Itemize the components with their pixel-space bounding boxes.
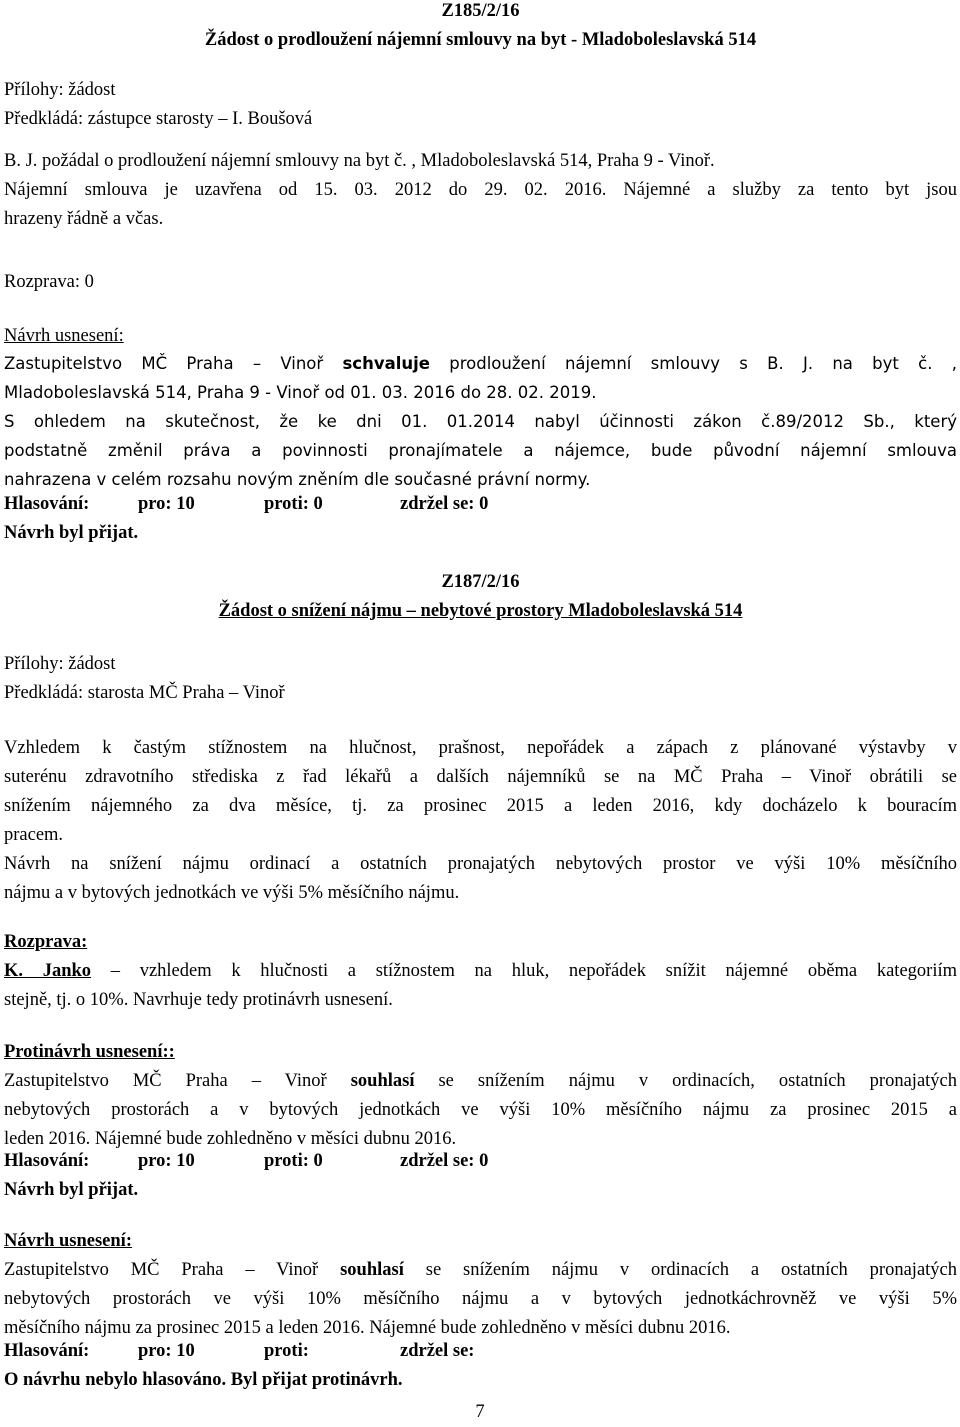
- counter-heading: Protinávrh usnesení::: [4, 1042, 175, 1062]
- counter-line: leden 2016. Nájemné bude zohledněno v měsíci dubnu 2016.: [4, 1129, 457, 1149]
- counter-verb: souhlasí: [350, 1071, 415, 1091]
- vote-label: Hlasování:: [4, 494, 90, 514]
- section1-attachments: Přílohy: žádost: [4, 80, 116, 100]
- section1-presenter: Předkládá: zástupce starosty – I. Boušová: [4, 109, 313, 129]
- section2-body: [4, 734, 957, 908]
- proposal-heading: Návrh usnesení:: [4, 1231, 132, 1251]
- proposal-line: měsíčního nájmu za prosinec 2015 a leden 2016. Nájemné bude zohledněno v měsíci dubnu 2016.: [4, 1318, 731, 1338]
- section2-body-line: Vzhledem k častým stížnostem na hlučnost, prašnost, nepořádek a zápach z plánované výstavby v: [4, 738, 957, 758]
- vote-abstain: zdržel se:: [400, 1341, 475, 1361]
- section1-body-line: B. J. požádal o prodloužení nájemní smlouvy na byt č. , Mladoboleslavská 514, Praha 9 - Vinoř.: [4, 151, 715, 171]
- proposal-text: Zastupitelstvo MČ Praha – Vinoř: [4, 1260, 341, 1280]
- resolution-text: Zastupitelstvo MČ Praha – Vinoř: [4, 354, 343, 373]
- proposal-text: se snížením nájmu v ordinacích a ostatních pronajatých: [403, 1260, 958, 1280]
- vote-label: Hlasování:: [4, 1341, 90, 1361]
- vote-label: Hlasování:: [4, 1151, 90, 1171]
- vote-against: proti:: [264, 1341, 309, 1361]
- resolution-text: prodloužení nájemní smlouvy s B. J. na byt č. ,: [429, 354, 957, 373]
- vote-line: [4, 1147, 957, 1176]
- section1-vote: [4, 490, 957, 548]
- vote-line: [4, 1337, 957, 1366]
- section1-proposal-heading: [4, 322, 957, 351]
- debate-line: [4, 957, 957, 986]
- vote-for: pro: 10: [138, 1341, 195, 1361]
- section2-header: [4, 568, 957, 626]
- counter-line: nebytových prostorách a v bytových jednotkách ve výši 10% měsíčního nájmu za prosinec 2015 a: [4, 1100, 957, 1120]
- section2-presenter: Předkládá: starosta MČ Praha – Vinoř: [4, 683, 285, 703]
- vote-abstain: zdržel se: 0: [400, 1151, 489, 1171]
- vote-result: Návrh byl přijat.: [4, 1180, 139, 1200]
- section2-title: Žádost o snížení nájmu – nebytové prostory Mladoboleslavská 514: [218, 601, 743, 621]
- vote-abstain: zdržel se: 0: [400, 494, 489, 514]
- resolution-line: [4, 349, 957, 378]
- section1-body: [4, 147, 957, 234]
- section1-title: Žádost o prodloužení nájemní smlouvy na byt - Mladoboleslavská 514: [204, 30, 757, 50]
- proposal-line: nebytových prostorách ve výši 10% měsíčního nájmu a v bytových jednotkáchrovněž ve výši 5%: [4, 1289, 957, 1309]
- counter-line: [4, 1067, 957, 1096]
- counter-text: se snížením nájmu v ordinacích, ostatních pronajatých: [414, 1071, 958, 1091]
- section2-proposal: [4, 1227, 957, 1343]
- vote-line: [4, 490, 957, 519]
- debate-speaker: K. Janko: [4, 961, 92, 981]
- resolution-line: nahrazena v celém rozsahu novým zněním dle současné právní normy.: [4, 470, 591, 489]
- resolution-line: podstatně změnil práva a povinnosti pronajímatele a nájemce, bude původní nájemní smlouva: [4, 441, 957, 460]
- section1-debate: [4, 268, 957, 297]
- proposal-verb: souhlasí: [340, 1260, 404, 1280]
- section2-body-line: snížením nájemného za dva měsíce, tj. za prosinec 2015 a leden 2016, kdy docházelo k bouracím: [4, 796, 957, 816]
- vote-against: proti: 0: [264, 1151, 323, 1171]
- debate-text: – vzhledem k hlučnosti a stížnostem na hluk, nepořádek snížit nájemné oběma kategoriím: [91, 961, 957, 981]
- section2-body-line: suterénu zdravotního střediska z řad lékařů a dalších nájemníků se na MČ Praha – Vinoř obrátili se: [4, 767, 957, 787]
- section2-attachments: Přílohy: žádost: [4, 654, 116, 674]
- vote-for: pro: 10: [138, 1151, 195, 1171]
- resolution-line: S ohledem na skutečnost, že ke dni 01. 01.2014 nabyl účinnosti zákon č.89/2012 Sb., který: [4, 412, 957, 431]
- vote-result: O návrhu nebylo hlasováno. Byl přijat protinávrh.: [4, 1370, 403, 1390]
- debate-heading: Rozprava:: [4, 932, 88, 952]
- section2-body-line: Návrh na snížení nájmu ordinací a ostatních pronajatých nebytových prostor ve výši 10% měsíčního: [4, 854, 957, 874]
- section2-code: Z187/2/16: [441, 572, 520, 592]
- vote-result: Návrh byl přijat.: [4, 523, 139, 543]
- section2-vote2: [4, 1337, 957, 1395]
- debate-label: Rozprava: 0: [4, 272, 94, 292]
- section1-code: Z185/2/16: [441, 1, 520, 21]
- proposal-line: [4, 1256, 957, 1285]
- section2-body-line: nájmu a v bytových jednotkách ve výši 5% měsíčního nájmu.: [4, 883, 460, 903]
- vote-against: proti: 0: [264, 494, 323, 514]
- section1-body-line: Nájemní smlouva je uzavřena od 15. 03. 2012 do 29. 02. 2016. Nájemné a služby za tento byt jsou: [4, 180, 957, 200]
- resolution-verb: schvaluje: [342, 354, 430, 373]
- debate-line: stejně, tj. o 10%. Navrhuje tedy protinávrh usnesení.: [4, 990, 393, 1010]
- counter-text: Zastupitelstvo MČ Praha – Vinoř: [4, 1071, 351, 1091]
- resolution-line: Mladoboleslavská 514, Praha 9 - Vinoř od 01. 03. 2016 do 28. 02. 2019.: [4, 383, 597, 402]
- section1-resolution: [4, 349, 957, 494]
- section2-vote1: [4, 1147, 957, 1205]
- section2-body-line: pracem.: [4, 825, 64, 845]
- page-number: 7: [475, 1402, 485, 1422]
- section1-meta: [4, 76, 957, 134]
- section1-header: [4, 0, 957, 55]
- proposal-heading: Návrh usnesení:: [4, 326, 124, 346]
- section2-counter: [4, 1038, 957, 1154]
- section2-meta: [4, 650, 957, 708]
- vote-for: pro: 10: [138, 494, 195, 514]
- section2-debate: [4, 928, 957, 1015]
- section1-body-line: hrazeny řádně a včas.: [4, 209, 164, 229]
